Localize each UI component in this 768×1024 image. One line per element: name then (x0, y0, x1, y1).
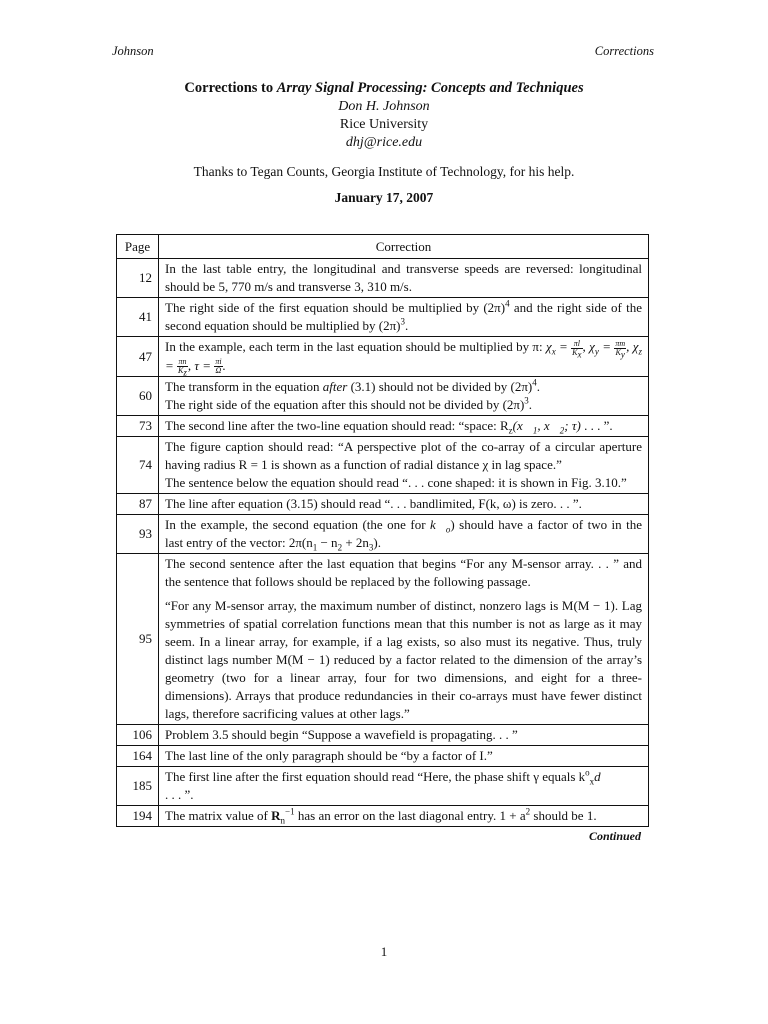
page-cell: 194 (117, 806, 159, 827)
correction-text: and the right side of the second equation should be multiplied by (2π) (165, 300, 642, 333)
column-header-page: Page (117, 235, 159, 259)
correction-cell (159, 259, 649, 298)
page-cell: 164 (117, 746, 159, 767)
table-row (117, 767, 649, 806)
correction-text: The right side of the first equation should be multiplied by (2π) (165, 300, 506, 315)
correction-text: The second sentence after the last equation that begins “For any M-sensor array. . . ” and the sentence that follows should be replaced by the following passage. (165, 556, 642, 590)
correction-text: ) should have a factor of two in the last entry of the vector: 2π(n (165, 517, 642, 551)
acknowledgement: Thanks to Tegan Counts, Georgia Institute of Technology, for his help. (193, 164, 575, 179)
column-header-correction: Correction (159, 235, 649, 259)
correction-cell (159, 494, 649, 515)
document-title (0, 79, 768, 98)
correction-text: should be 1. (530, 808, 597, 824)
correction-text: In the last table entry, the longitudinal and transverse speeds are reversed: longitudinal should be 5, 770 m/s and transverse 3, 310 m/s. (165, 261, 642, 294)
page-cell: 95 (117, 554, 159, 725)
table-row (117, 437, 649, 494)
table-header-row (117, 235, 649, 259)
equation: $\chi_x$ = $\frac{\pi l}{K_x}$ , $\chi_y$ = $\frac{\pi m}{K_y}$ , $\chi_z$ = $\frac{\pi n}{K_z}$ , τ = $\frac{\pi i}{\Omega}$ . (165, 338, 642, 378)
running-header-section: Corrections (594, 44, 654, 58)
table-row (117, 725, 649, 746)
page-cell: 87 (117, 494, 159, 515)
correction-cell: The matrix value of $R_n^{-1}$ has an error on the last diagonal entry. $1 + a^2$ should be 1. (159, 806, 649, 827)
correction-cell (159, 554, 649, 725)
page-cell: 93 (117, 515, 159, 554)
correction-text: Problem 3.5 should begin “Suppose a wavefield is propagating. . . ” (165, 727, 518, 743)
page-cell: 73 (117, 416, 159, 437)
replacement-passage: “For any M-sensor array, the maximum number of distinct, nonzero lags is M(M − 1). Lag symmetries of spatial correlation functions mean that this number is not as large as it may seem. In a linear array, for example, if a lag exists, so also must its negative. Thus, truly distinct lags number M(M − 1) reduced by a factor related to the dimension of the array’s geometry (two for a linear array, four for two dimensions, and eight for a three-dimensions). Arrays that produce redundancies in their co-arrays must have fewer distinct lags, therefore sacrificing values at other lags.” (165, 598, 642, 722)
title-block (0, 79, 768, 207)
correction-cell: The right side of the first equation should be multiplied by $(2\pi)^4$ and the right side of the second equation should be multiplied by $(2\pi)^3$. (159, 298, 649, 337)
correction-text: The first line after the first equation should read “Here, the phase shift γ equals k (165, 769, 586, 785)
correction-text: The figure caption should read: “A perspective plot of the co-array of a circular aperture having radius R = 1 is shown as a function of radial distance χ in lag space.” (165, 439, 642, 473)
correction-cell: The transform in the equation after (3.1) should not be divided by $(2\pi)^4$. The right side of the equation after this should not be divided by $(2\pi)^3$. (159, 377, 649, 416)
correction-text: The last line of the only paragraph should be “by a factor of I.” (165, 748, 493, 764)
correction-cell (159, 746, 649, 767)
emphasis: after (322, 379, 348, 395)
page-cell: 12 (117, 259, 159, 298)
corrections-table (116, 234, 649, 827)
page-cell: 41 (117, 298, 159, 337)
correction-text: In the example, each term in the last equation should be multiplied by π: (165, 339, 546, 354)
correction-text: has an error on the last diagonal entry. 1 + a (294, 808, 526, 824)
author-email: dhj@rice.edu (345, 135, 423, 150)
running-header-author: Johnson (112, 44, 154, 58)
author-name: Don H. Johnson (338, 99, 430, 114)
correction-cell (159, 437, 649, 494)
correction-text: The right side of the equation after this should not be divided by (2π) (165, 397, 525, 413)
table-row (117, 298, 649, 337)
book-title: Array Signal Processing: Concepts and Techniques (276, 80, 584, 96)
document-date: January 17, 2007 (334, 190, 434, 205)
correction-text: In the example, the second equation (the one for (165, 517, 430, 533)
table-row (117, 806, 649, 827)
correction-text: The matrix value of (165, 808, 272, 824)
table-row (117, 554, 649, 725)
correction-cell (159, 725, 649, 746)
correction-text: The line after equation (3.15) should read “. . . bandlimited, F(k, ω) is zero. . . ”. (165, 496, 582, 512)
table-row (117, 515, 649, 554)
page-cell: 106 (117, 725, 159, 746)
page-number: 1 (380, 944, 388, 959)
page-cell: 60 (117, 377, 159, 416)
correction-text: The transform in the equation (165, 379, 323, 395)
table-row (117, 494, 649, 515)
continued-note: Continued (588, 829, 641, 843)
table-row (117, 259, 649, 298)
title-prefix: Corrections to (184, 80, 277, 96)
page-cell: 185 (117, 767, 159, 806)
correction-text: (3.1) should not be divided by (2π) (347, 379, 533, 395)
table-row (117, 337, 649, 377)
correction-cell: The first line after the first equation should read “Here, the phase shift γ equals $k^o_xd$ . . . ”. (159, 767, 649, 806)
correction-text: The sentence below the equation should read “. . . cone shaped: it is shown in Fig. 3.10.” (165, 475, 627, 491)
affiliation: Rice University (339, 117, 429, 132)
correction-cell (159, 337, 649, 377)
correction-cell: In the example, the second equation (the one for $k⃗_o$) should have a factor of two in the last entry of the vector: $2\pi(n_1 - n_2 + 2n_3)$. (159, 515, 649, 554)
page-cell: 47 (117, 337, 159, 377)
table-row (117, 377, 649, 416)
correction-cell: The second line after the two-line equation should read: “space: $R_z(x⃗_1$, $x⃗_2$; τ) . . . ”. (159, 416, 649, 437)
page-cell: 74 (117, 437, 159, 494)
table-row (117, 416, 649, 437)
correction-text: The second line after the two-line equation should read: “space: R (165, 418, 509, 434)
table-row (117, 746, 649, 767)
